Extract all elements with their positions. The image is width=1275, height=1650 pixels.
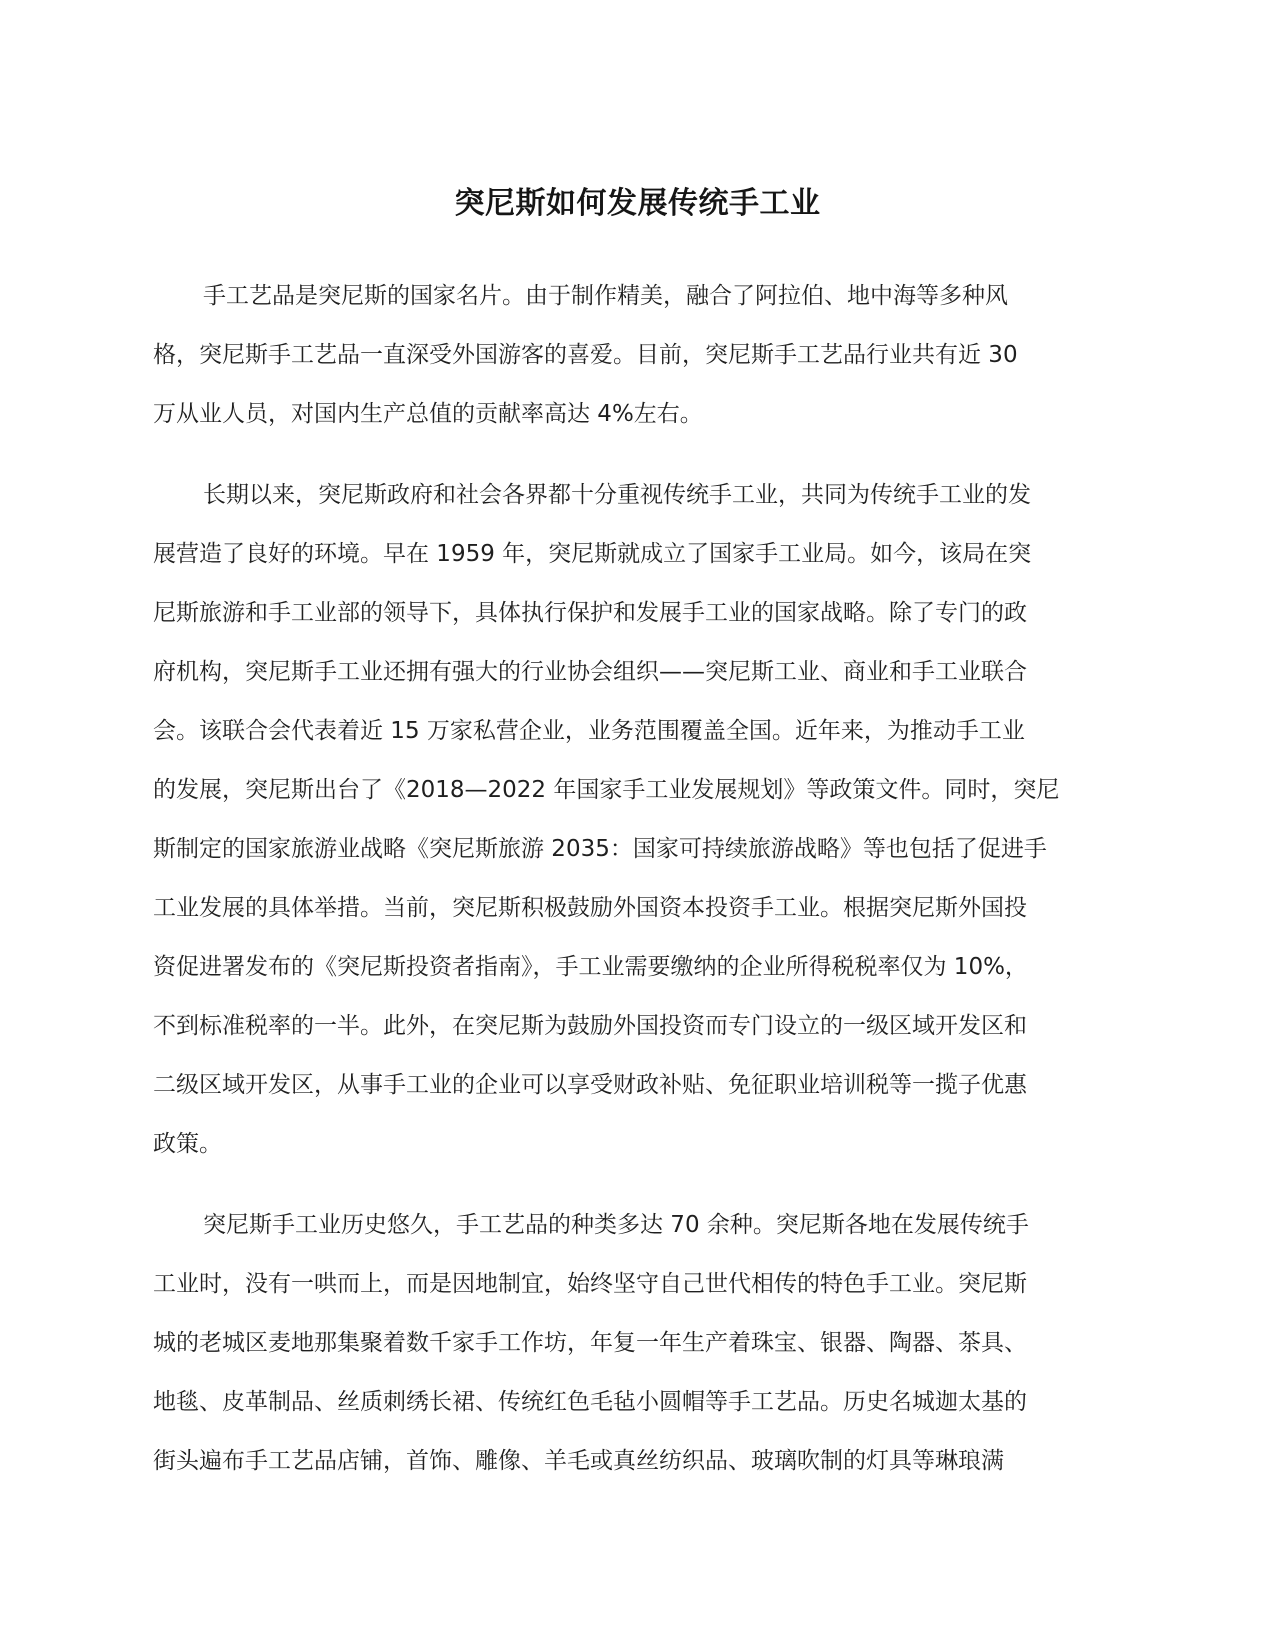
text-line: 城的老城区麦地那集聚着数千家手工作坊，年复一年生产着珠宝、银器、陶器、茶具、 — [153, 1330, 1027, 1356]
document-title: 突尼斯如何发展传统手工业 — [454, 186, 821, 221]
text-line: 不到标准税率的一半。此外，在突尼斯为鼓励外国投资而专门设立的一级区域开发区和 — [153, 1013, 1027, 1039]
text-line: 工业时，没有一哄而上，而是因地制宜，始终坚守自己世代相传的特色手工业。突尼斯 — [153, 1271, 1027, 1297]
text-line: 街头遍布手工艺品店铺，首饰、雕像、羊毛或真丝纺织品、玻璃吹制的灯具等琳琅满 — [153, 1448, 1004, 1474]
text-line: 长期以来，突尼斯政府和社会各界都十分重视传统手工业，共同为传统手工业的发 — [203, 482, 1031, 508]
text-line: 府机构，突尼斯手工业还拥有强大的行业协会组织——突尼斯工业、商业和手工业联合 — [153, 659, 1027, 685]
text-line: 工业发展的具体举措。当前，突尼斯积极鼓励外国资本投资手工业。根据突尼斯外国投 — [153, 895, 1027, 921]
text-line: 尼斯旅游和手工业部的领导下，具体执行保护和发展手工业的国家战略。除了专门的政 — [153, 600, 1027, 626]
text-line: 突尼斯手工业历史悠久，手工艺品的种类多达 70 余种。突尼斯各地在发展传统手 — [203, 1212, 1029, 1238]
text-line: 万从业人员，对国内生产总值的贡献率高达 4%左右。 — [153, 401, 703, 427]
text-line: 手工艺品是突尼斯的国家名片。由于制作精美，融合了阿拉伯、地中海等多种风 — [203, 283, 1008, 309]
paragraph-3 — [153, 1196, 1122, 1491]
paragraph-1 — [153, 267, 1122, 444]
text-line: 的发展，突尼斯出台了《2018—2022 年国家手工业发展规划》等政策文件。同时，突尼 — [153, 777, 1060, 803]
paragraph-2 — [153, 466, 1122, 1174]
text-line: 二级区域开发区，从事手工业的企业可以享受财政补贴、免征职业培训税等一揽子优惠 — [153, 1072, 1027, 1098]
document-body — [153, 267, 1122, 1513]
text-line: 会。该联合会代表着近 15 万家私营企业，业务范围覆盖全国。近年来，为推动手工业 — [153, 718, 1025, 744]
text-line: 展营造了良好的环境。早在 1959 年，突尼斯就成立了国家手工业局。如今，该局在突 — [153, 541, 1032, 567]
text-line: 政策。 — [153, 1131, 222, 1157]
text-line: 资促进署发布的《突尼斯投资者指南》，手工业需要缴纳的企业所得税税率仅为 10%， — [153, 954, 1028, 980]
text-line: 地毯、皮革制品、丝质刺绣长裙、传统红色毛毡小圆帽等手工艺品。历史名城迦太基的 — [153, 1389, 1027, 1415]
text-line: 斯制定的国家旅游业战略《突尼斯旅游 2035：国家可持续旅游战略》等也包括了促进手 — [153, 836, 1047, 862]
text-line: 格，突尼斯手工艺品一直深受外国游客的喜爱。目前，突尼斯手工艺品行业共有近 30 — [153, 342, 1018, 368]
